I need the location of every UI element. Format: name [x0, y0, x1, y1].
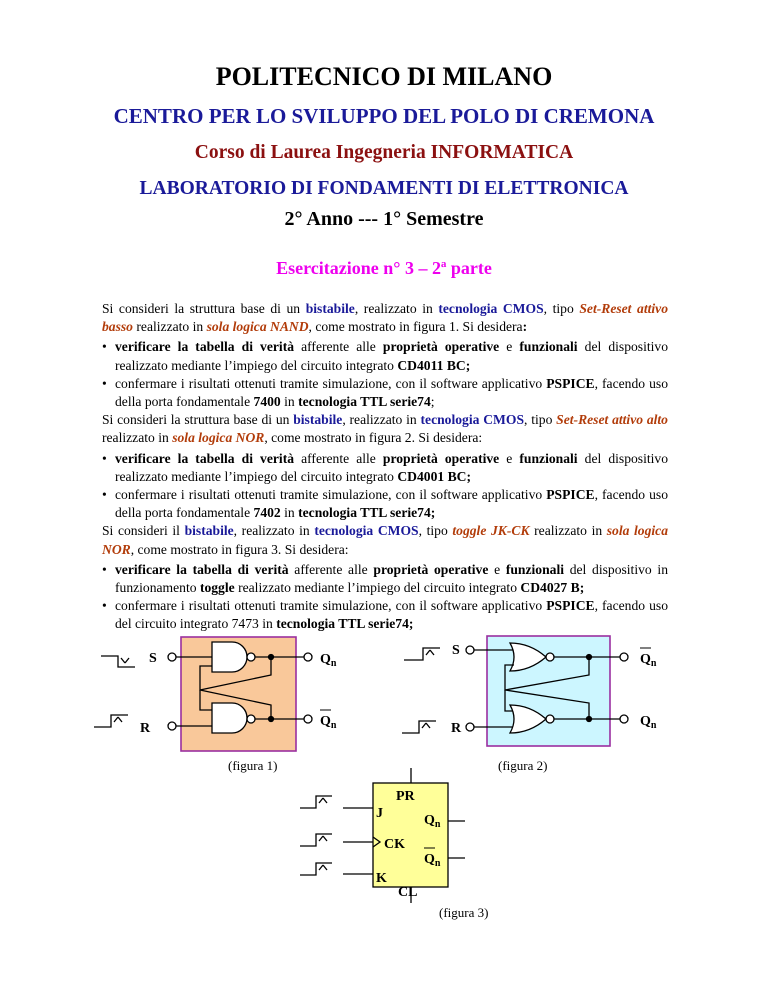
paragraph-2: Si consideri la struttura base di un bistabile, realizzato in tecnologia CMOS, tipo Set-Reset attivo alto realizzato in sola logica NOR, come mostrato in figura 2. Si desidera:: [102, 412, 668, 446]
paragraph-1: Si consideri la struttura base di un bistabile, realizzato in tecnologia CMOS, tipo Set-Reset attivo basso realizzato in sola logica NAND, come mostrato in figura 1. Si desidera:: [102, 301, 669, 335]
svg-text:J: J: [376, 806, 383, 821]
year-semester: 2° Anno --- 1° Semestre: [284, 208, 484, 230]
svg-text:R: R: [140, 721, 151, 736]
ck-input-signal: [300, 834, 332, 846]
r-input-signal: [402, 721, 436, 733]
j-input-signal: [300, 796, 332, 808]
svg-text:(figura 1): (figura 1): [228, 758, 278, 773]
s-input-signal: [404, 648, 440, 660]
svg-text:S: S: [452, 643, 460, 658]
figure-1: [94, 637, 312, 751]
rising-edge-arrow-icon: [426, 650, 434, 655]
svg-text:PR: PR: [396, 789, 415, 804]
list-item: • confermare i risultati ottenuti tramite simulazione, con il software applicativo PSPICE, facendo uso del circuito integrato 7473 in tecnologia TTL serie74;: [102, 597, 668, 633]
svg-text:CK: CK: [384, 837, 405, 852]
svg-text:Qn: $Q_n$: [640, 652, 657, 669]
svg-text:S: S: [149, 651, 157, 666]
rising-edge-arrow-icon: [319, 865, 327, 870]
paragraph-3: Si consideri il bistabile, realizzato in tecnologia CMOS, tipo toggle JK-CK realizzato in sola logica NOR, come mostrato in figura 3. Si desidera:: [102, 523, 669, 557]
list-item: • confermare i risultati ottenuti tramite simulazione, con il software applicativo PSPICE, facendo uso della porta fondamentale 7400 in tecnologia TTL serie74;: [102, 375, 668, 411]
svg-text:Qn: $Q_n$: [320, 652, 337, 669]
svg-text:CL: CL: [398, 885, 418, 900]
svg-text:Qn: $Q_n$: [320, 714, 337, 731]
list-item: • confermare i risultati ottenuti tramite simulazione, con il software applicativo PSPICE, facendo uso della porta fondamentale 7402 in tecnologia TTL serie74;: [102, 486, 668, 522]
s-input-signal: [101, 656, 135, 667]
rising-edge-arrow-icon: [422, 723, 430, 728]
list-item: • verificare la tabella di verità afferente alle proprietà operative e funzionali del dispositivo in funzionamento toggle realizzato mediante l’impiego del circuito integrato CD4027 B;: [102, 561, 668, 597]
svg-text:(figura 2): (figura 2): [498, 758, 548, 773]
svg-text:Qn: $Q_n$: [640, 714, 657, 731]
center-title: CENTRO PER LO SVILUPPO DEL POLO DI CREMONA: [113, 104, 655, 128]
course-title: Corso di Laurea Ingegneria INFORMATICA: [194, 142, 574, 163]
r-input-signal: [94, 715, 128, 727]
university-title: POLITECNICO DI MILANO: [215, 62, 553, 91]
svg-text:Qn: $Q_n$: [424, 852, 441, 869]
falling-edge-arrow-icon: [121, 658, 129, 663]
list-item: • verificare la tabella di verità afferente alle proprietà operative e funzionali del dispositivo realizzato mediante l’impiego del circuito integrato CD4001 BC;: [102, 450, 668, 486]
svg-text:K: K: [376, 871, 387, 886]
svg-text:Qn: $Q_n$: [424, 813, 441, 830]
figure-2: [402, 636, 628, 746]
svg-text:R: R: [451, 721, 462, 736]
rising-edge-arrow-icon: [319, 836, 327, 841]
svg-text:(figura 3): (figura 3): [439, 905, 489, 920]
nand-gate-icon: [212, 703, 247, 733]
exercise-title: Esercitazione n° 3 – 2ª parte: [276, 258, 492, 278]
k-input-signal: [300, 863, 332, 875]
rising-edge-arrow-icon: [319, 798, 327, 803]
lab-title: LABORATORIO DI FONDAMENTI DI ELETTRONICA: [139, 178, 629, 199]
list-item: • verificare la tabella di verità afferente alle proprietà operative e funzionali del dispositivo realizzato mediante l’impiego del circuito integrato CD4011 BC;: [102, 338, 668, 374]
rising-edge-arrow-icon: [114, 717, 122, 722]
nand-gate-icon: [212, 642, 247, 672]
